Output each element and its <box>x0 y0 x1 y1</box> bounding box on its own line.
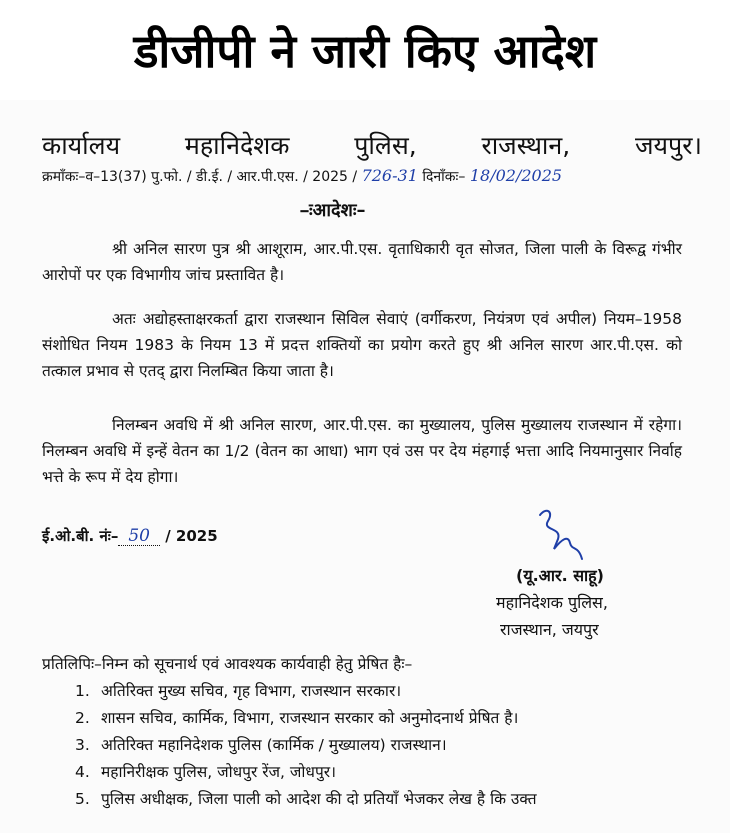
headline-banner <box>0 0 730 100</box>
list-item-text: शासन सचिव, कार्मिक, विभाग, राजस्थान सरकार को अनुमोदनार्थ प्रेषित है। <box>101 709 519 727</box>
reference-line <box>42 166 562 186</box>
list-item-number: 1. <box>75 682 90 700</box>
list-item <box>75 732 537 759</box>
signer-designation: महानिदेशक पुलिस, <box>496 593 608 612</box>
order-title: –ःआदेशः– <box>300 200 366 221</box>
reference-handwritten-number: 726-31 <box>361 166 418 185</box>
list-item-number: 2. <box>75 709 90 727</box>
list-item-text: अतिरिक्त मुख्य सचिव, गृह विभाग, राजस्थान सरकार। <box>101 682 402 700</box>
list-item <box>75 786 537 813</box>
order-paragraph: निलम्बन अवधि में श्री अनिल सारण, आर.पी.एस. का मुख्यालय, पुलिस मुख्यालय राजस्थान में रहेगा। निलम्बन अवधि में इन्हें वेतन का 1/2 (वेतन का आधा) भाग एवं उस पर देय मंहगाई भत्ता आदि नियमानुसार निर्वाह भत्ते के रूप में देय होगा। <box>42 416 682 486</box>
office-word: जयपुर। <box>635 131 702 160</box>
signature-icon <box>532 505 590 565</box>
headline-title: डीजीपी ने जारी किए आदेश <box>133 24 597 78</box>
office-word: महानिदेशक <box>184 131 290 160</box>
office-header <box>42 128 702 162</box>
signer-place: राजस्थान, जयपुर <box>500 620 599 639</box>
list-item-text: महानिरीक्षक पुलिस, जोधपुर रेंज, जोधपुर। <box>101 763 336 781</box>
eob-suffix: / 2025 <box>165 527 218 545</box>
eob-handwritten-number: 50 <box>128 526 150 546</box>
copy-to-list <box>75 678 537 813</box>
list-item-number: 4. <box>75 763 90 781</box>
office-word: कार्यालय <box>42 131 121 160</box>
office-word: राजस्थान, <box>481 131 571 160</box>
list-item-text: अतिरिक्त महानिदेशक पुलिस (कार्मिक / मुख्यालय) राजस्थान। <box>101 736 447 754</box>
signer-name: (यू.आर. साहू) <box>516 566 604 585</box>
list-item-text: पुलिस अधीक्षक, जिला पाली को आदेश की दो प्रतियाँ भेजकर लेख है कि उक्त <box>101 790 537 808</box>
order-paragraph: अतः अद्योहस्ताक्षरकर्ता द्वारा राजस्थान सिविल सेवाएं (वर्गीकरण, नियंत्रण एवं अपील) नियम–1958 संशोधित नियम 1983 के नियम 13 में प्रदत्त शक्तियों का प्रयोग करते हुए श्री अनिल सारण आर.पी.एस. को तत्काल प्रभाव से एतद् द्वारा निलम्बित किया जाता है। <box>42 310 682 380</box>
list-item <box>75 678 537 705</box>
office-word: पुलिस, <box>354 131 417 160</box>
eob-label: ई.ओ.बी. नंः– <box>42 527 119 545</box>
list-item-number: 5. <box>75 790 90 808</box>
order-document <box>0 100 730 833</box>
copy-to-intro: प्रतिलिपिः–निम्न को सूचनार्थ एवं आवश्यक कार्यवाही हेतु प्रेषित हैः– <box>42 655 413 673</box>
order-paragraph: श्री अनिल सारण पुत्र श्री आशूराम, आर.पी.एस. वृताधिकारी वृत सोजत, जिला पाली के विरूद्व गंभीर आरोपों पर एक विभागीय जांच प्रस्तावित है। <box>42 240 682 284</box>
reference-date-label: दिनाँकः– <box>422 169 466 185</box>
reference-handwritten-date: 18/02/2025 <box>469 166 563 185</box>
reference-printed: क्रमाँकः–व–13(37) पु.फो. / डी.ई. / आर.पी.एस. / 2025 / <box>42 169 358 185</box>
list-item <box>75 759 537 786</box>
eob-line <box>42 526 218 546</box>
signer-block <box>496 562 696 643</box>
list-item <box>75 705 537 732</box>
list-item-number: 3. <box>75 736 90 754</box>
